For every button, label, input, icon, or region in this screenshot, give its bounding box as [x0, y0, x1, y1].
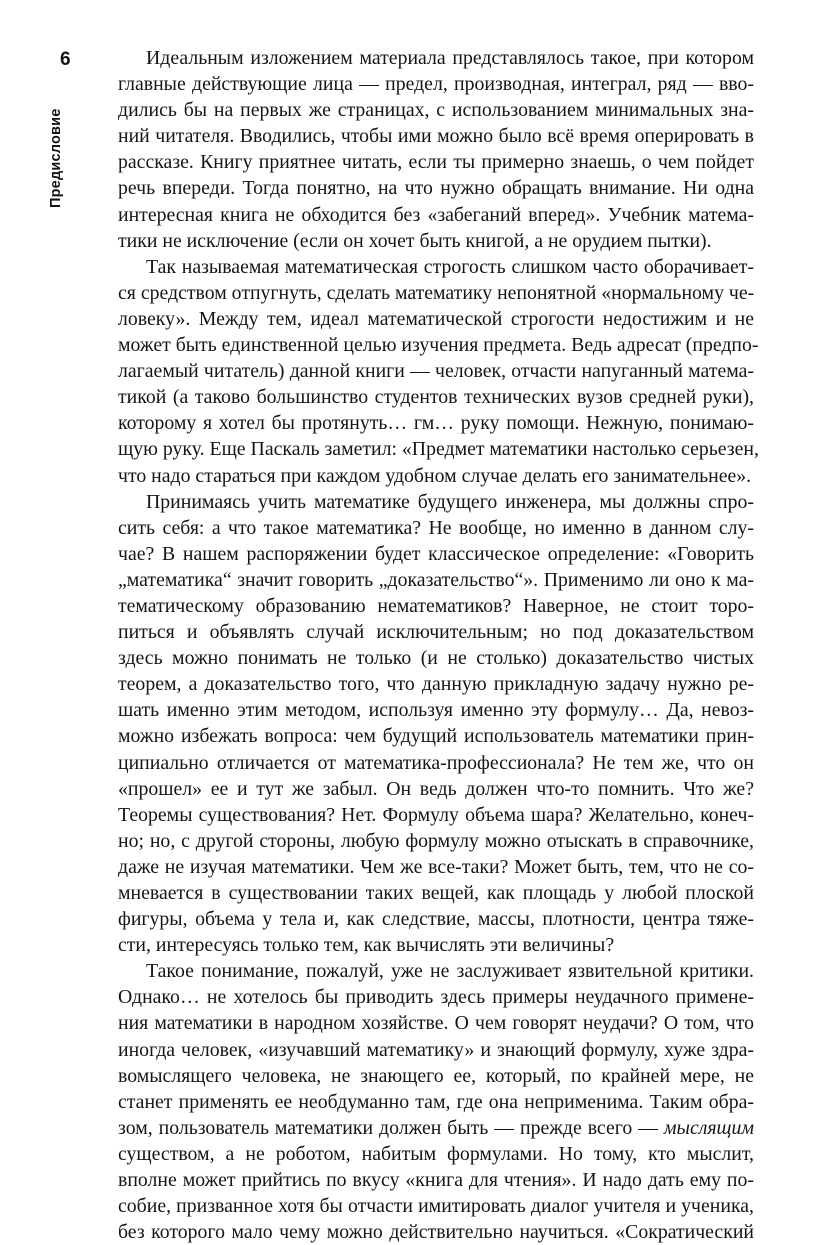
text-line: Теоремы существования? Нет. Формулу объема шара? Желательно, конеч-	[118, 803, 754, 826]
text-line: ловеку». Между тем, идеал математической строгости недостижим и не	[118, 307, 754, 330]
text-line: ципиально отличается от математика-профессионала? Не тем же, что он	[118, 751, 754, 774]
text-line: здесь можно понимать не только (и не столько) доказательство чистых	[118, 647, 754, 670]
text-line: „математика“ значит говорить „доказательство“». Применимо ли оно к ма-	[118, 568, 754, 591]
text-line: мневается в существовании таких вещей, как площадь у любой плоской	[118, 882, 754, 904]
text-line: собие, призванное хотя бы отчасти имитировать диалог учителя и ученика,	[118, 1195, 754, 1218]
text-line: вполне может прийтись по вкусу «книга для чтения». И надо дать ему по-	[118, 1169, 754, 1192]
text-line: ния математики в народном хозяйстве. О чем говорят неудачи? О том, что	[118, 1012, 754, 1035]
text-line: лагаемый читатель) данной книги — человек, отчасти напуганный матема-	[118, 360, 754, 383]
text-line-with-emphasis	[118, 1115, 754, 1141]
text-line: ний читателя. Вводились, чтобы ими можно было всё время оперировать в	[118, 125, 754, 148]
text-line: но; но, с другой стороны, любую формулу можно отыскать в справочнике,	[118, 829, 754, 852]
emphasized-word: мыслящим	[663, 1116, 754, 1139]
text-line: иногда человек, «изучавший математику» и знающий формулу, хуже здра-	[118, 1038, 754, 1061]
text-line: шать именно этим методом, используя именно эту формулу… Да, невоз-	[118, 699, 754, 722]
text-line: может быть единственной целью изучения предмета. Ведь адресат (предпо-	[118, 334, 759, 357]
text-line: Идеальным изложением материала представлялось такое, при котором	[146, 47, 754, 69]
text-line-start: зом, пользователь математики должен быть — прежде всего —	[118, 1116, 658, 1139]
text-line: станет применять ее необдуманно там, где она неприменима. Таким обра-	[118, 1090, 754, 1113]
paragraph-3	[118, 489, 754, 959]
text-line: дились бы на первых же страницах, с использованием минимальных зна-	[118, 99, 754, 122]
text-line: речь впереди. Тогда понятно, на что нужно обращать внимание. Ни одна	[118, 177, 754, 200]
text-line: фигуры, объема у тела и, как следствие, массы, плотности, центра тяже-	[118, 908, 754, 931]
text-line: интересная книга не обходится без «забеганий вперед». Учебник матема-	[118, 203, 754, 226]
paragraph-4	[118, 958, 754, 1245]
text-line: которому я хотел бы протянуть… гм… руку помощи. Нежную, понимаю-	[118, 412, 754, 435]
text-line: чае? В нашем распоряжении будет классическое определение: «Говорить	[118, 542, 754, 565]
text-line: Принимаясь учить математике будущего инженера, мы должны спро-	[146, 490, 754, 513]
text-line: щую руку. Еще Паскаль заметил: «Предмет математики настолько серьезен,	[118, 438, 759, 461]
text-line: Такое понимание, пожалуй, уже не заслуживает язвительной критики.	[146, 960, 754, 983]
paragraph-2	[118, 254, 759, 489]
text-line: тики не исключение (если он хочет быть книгой, а не орудием пытки).	[118, 229, 712, 252]
text-line: можно избежать вопроса: чем будущий использователь математики прин-	[118, 725, 754, 748]
text-body	[118, 45, 759, 1245]
text-line: существом, а не роботом, набитым формулами. Но тому, кто мыслит,	[118, 1142, 754, 1165]
text-line: главные действующие лица — предел, производная, интеграл, ряд — вво-	[118, 73, 754, 96]
text-line: Однако… не хотелось бы приводить здесь примеры неудачного примене-	[118, 986, 754, 1009]
text-line: «прошел» ее и тут же забыл. Он ведь должен что-то помнить. Что же?	[118, 777, 754, 800]
text-line: питься и объявлять случай исключительным; но под доказательством	[118, 621, 754, 644]
text-line: ся средством отпугнуть, сделать математику непонятной «нормальному че-	[118, 281, 755, 304]
text-line: Так называемая математическая строгость слишком часто оборачивает-	[146, 255, 754, 278]
text-line: рассказе. Книгу приятнее читать, если ты примерно знаешь, о чем пойдет	[118, 151, 754, 174]
text-line: что надо стараться при каждом удобном случае делать его занимательнее».	[118, 464, 752, 487]
text-line: вомыслящего человека, не знающего ее, который, по крайней мере, не	[118, 1064, 754, 1087]
paragraph-1	[118, 45, 754, 254]
running-head: Предисловие	[48, 108, 64, 208]
text-line: теорем, а доказательство того, что данную прикладную задачу нужно ре-	[118, 673, 754, 696]
text-line: сить себя: а что такое математика? Не вообще, но именно в данном слу-	[118, 516, 754, 539]
text-line: без которого мало чему можно действительно научиться. «Сократический	[118, 1221, 754, 1244]
text-line: сти, интересуясь только тем, как вычислять эти величины?	[118, 934, 615, 957]
text-line: тикой (а таково большинство студентов технических вузов средней руки),	[118, 386, 754, 409]
text-line: даже не изучая математики. Чем же все-таки? Может быть, тем, что не со-	[118, 855, 754, 878]
text-line: тематическому образованию нематематиков? Наверное, не стоит торо-	[118, 594, 754, 617]
page-number: 6	[60, 49, 71, 70]
